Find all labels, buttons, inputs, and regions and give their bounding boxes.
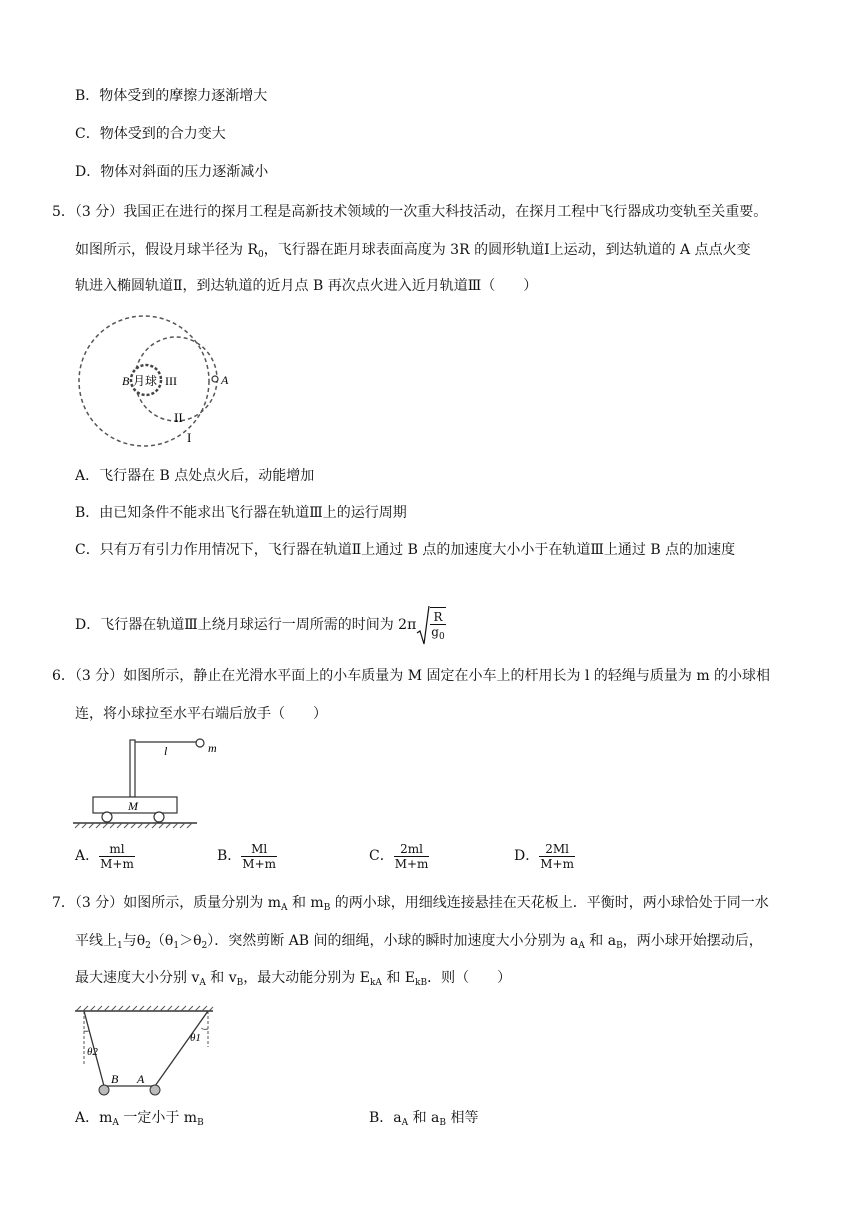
q5-stem-line2: 如图所示，假设月球半径为 $R_0$，飞行器在距月球表面高度为 3R 的圆形轨道Ⅰ上运动，到达轨道的 A 点点火变	[75, 242, 751, 260]
q7-pendulum-figure	[70, 1005, 220, 1100]
ball-a	[150, 1085, 160, 1095]
point-a-marker	[212, 376, 218, 382]
label-b: B	[122, 374, 130, 388]
label-orbit-2: II	[174, 410, 183, 425]
theta1-arc	[202, 1028, 209, 1029]
label-theta1: θ1	[190, 1032, 201, 1044]
ball	[196, 739, 204, 747]
q4-option-c: C．物体受到的合力变大	[75, 126, 226, 142]
ball-b	[99, 1085, 109, 1095]
q4-option-d: D．物体对斜面的压力逐渐减小	[75, 164, 269, 180]
q5-stem-line1: 5．（3 分）我国正在进行的探月工程是高新技术领域的一次重大科技活动，在探月工程中飞行器成功变轨至关重要。	[52, 204, 768, 220]
q5-option-a: A．飞行器在 B 点处点火后，动能增加	[75, 468, 315, 484]
label-theta2: θ2	[87, 1046, 98, 1058]
q5-option-c: C．只有万有引力作用情况下，飞行器在轨道Ⅱ上通过 B 点的加速度大小小于在轨道Ⅲ上通过 B 点的加速度	[75, 542, 736, 558]
q6-option-a: A． $\frac{ml}{M+m}$	[75, 841, 134, 871]
label-orbit-3: III	[165, 374, 177, 388]
sqrt-expression: $\frac{R}{g_0}$	[416, 603, 445, 647]
q6-cart-figure	[70, 735, 230, 830]
q6-option-b: B． $\frac{Ml}{M+m}$	[217, 841, 277, 871]
label-b: B	[111, 1072, 119, 1086]
q6-stem-line1: 6．（3 分）如图所示，静止在光滑水平面上的小车质量为 M 固定在小车上的杆用长为 l 的轻绳与质量为 m 的小球相	[52, 668, 771, 684]
q7-stem-line2: 平线上$_1$与$\theta_2(\theta_1>\theta_2)$．突然剪断 AB 间的细绳，小球的瞬时加速度大小分别为 $a_A$ 和 $a_B$，两小球开始摆动后，	[75, 933, 763, 951]
theta2-arc	[84, 1030, 90, 1031]
wheel-right	[154, 812, 164, 822]
q7-stem-line1: 7．（3 分）如图所示，质量分别为 $m_A$ 和 $m_B$ 的两小球，用细线连接悬挂在天花板上．平衡时，两小球恰处于同一水	[52, 895, 769, 913]
string-a	[155, 1011, 208, 1086]
q7-option-b: B．$a_A$ 和 $a_B$ 相等	[369, 1110, 479, 1128]
label-cart-m: M	[128, 799, 138, 813]
label-l: l	[164, 744, 168, 758]
label-a: A	[221, 373, 229, 387]
wheel-left	[102, 812, 112, 822]
q5-option-d: D．飞行器在轨道Ⅲ上绕月球运行一周所需的时间为 2π $\frac{R}{g_0}$	[75, 603, 446, 647]
q5-option-b: B．由已知条件不能求出飞行器在轨道Ⅲ上的运行周期	[75, 505, 407, 521]
q5-orbit-figure	[70, 315, 230, 450]
q7-option-a: A．$m_A$ 一定小于 $m_B$	[75, 1110, 204, 1128]
label-m: m	[208, 741, 217, 755]
q5-stem-line3: 轨进入椭圆轨道Ⅱ，到达轨道的近月点 B 再次点火进入近月轨道Ⅲ（ ）	[75, 278, 538, 294]
q6-stem-line2: 连，将小球拉至水平右端后放手（ ）	[75, 706, 327, 722]
label-a: A	[137, 1072, 145, 1086]
radical-sign-icon	[416, 603, 430, 647]
q4-option-b: B．物体受到的摩擦力逐渐增大	[75, 88, 268, 104]
label-moon: 月球	[133, 374, 158, 388]
q6-option-d: D． $\frac{2Ml}{M+m}$	[514, 841, 574, 871]
label-orbit-1: I	[187, 430, 192, 445]
pole	[130, 740, 135, 797]
q7-stem-line3: 最大速度大小分别 $v_A$ 和 $v_B$，最大动能分别为 $E_{kA}$ 和 $E_{kB}$．则（ ）	[75, 970, 512, 988]
q6-option-c: C． $\frac{2ml}{M+m}$	[369, 841, 429, 871]
